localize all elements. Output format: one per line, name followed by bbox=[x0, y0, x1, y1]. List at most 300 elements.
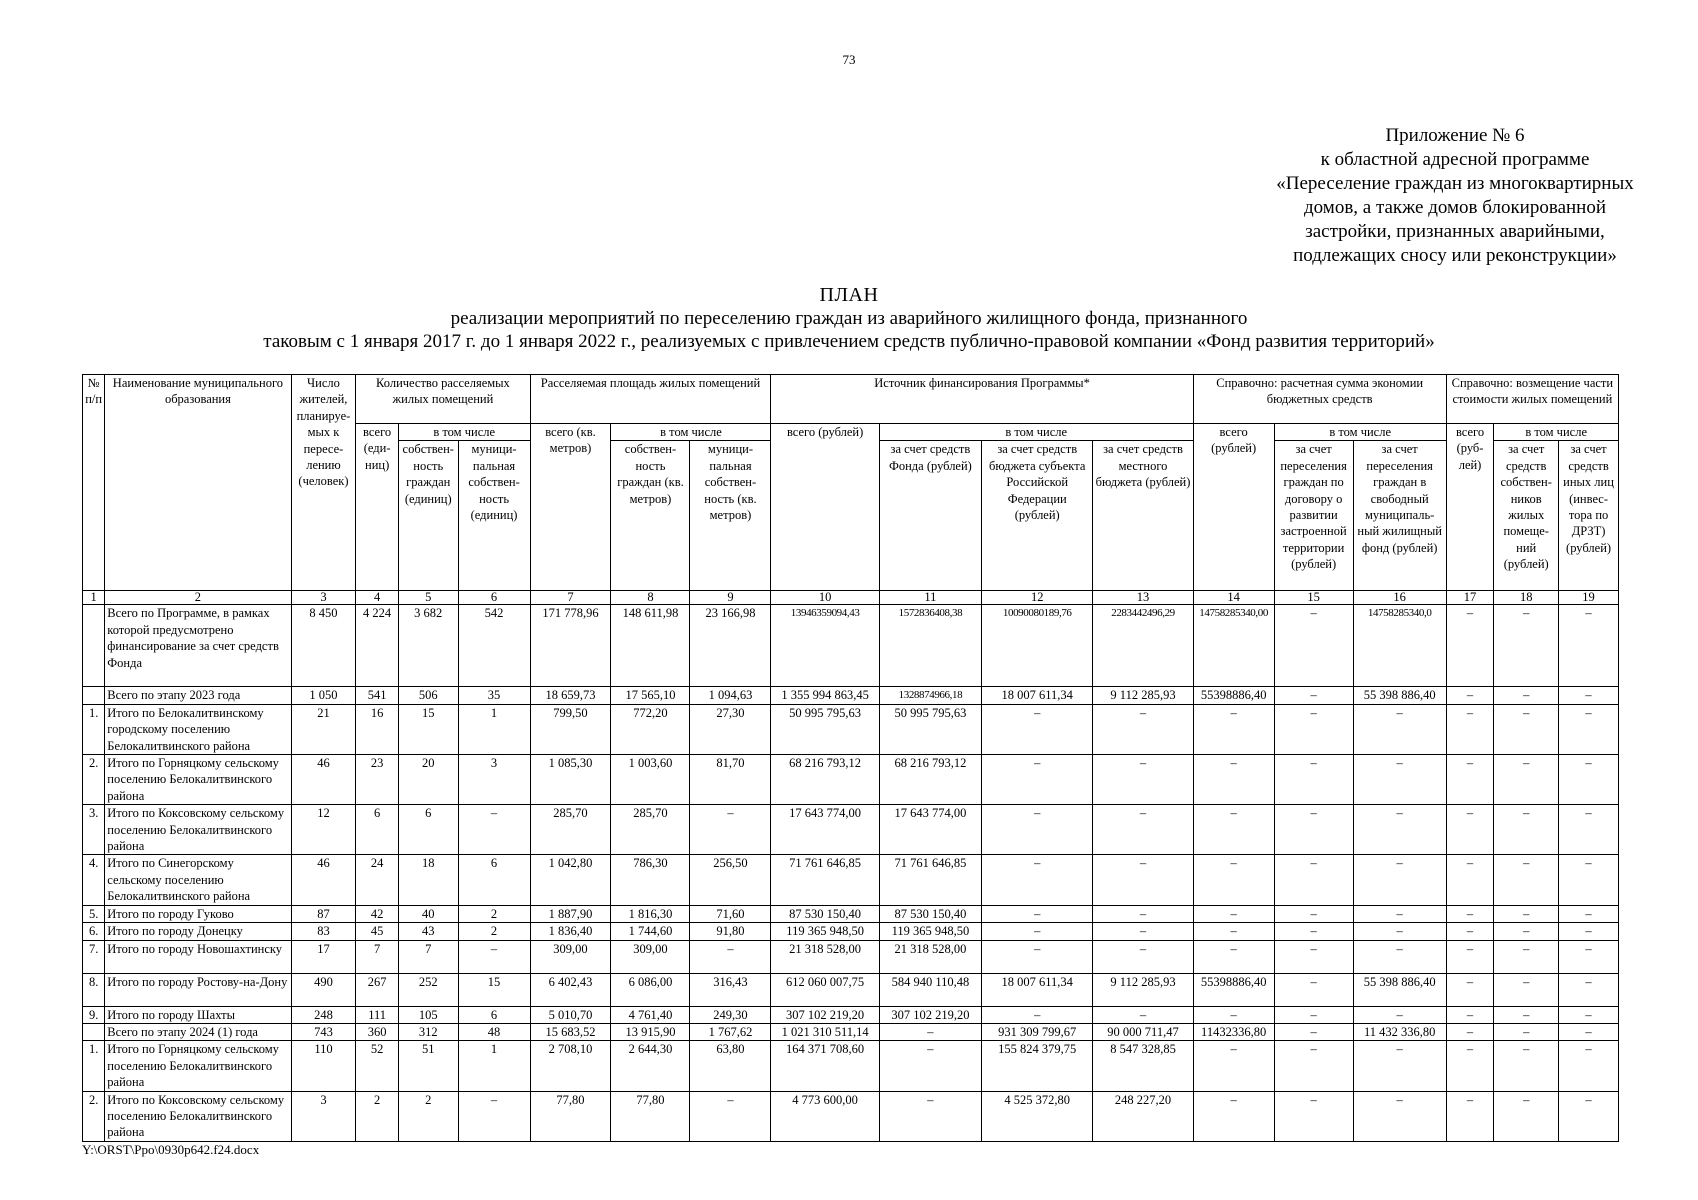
value-cell: – bbox=[458, 1091, 530, 1141]
header-fin-group: Источник финансирования Программы* bbox=[771, 375, 1193, 424]
value-cell: – bbox=[1274, 755, 1353, 805]
value-cell: 18 007 611,34 bbox=[982, 973, 1093, 1006]
value-cell: – bbox=[982, 940, 1093, 973]
value-cell: 71 761 646,85 bbox=[771, 855, 879, 905]
value-cell: 772,20 bbox=[611, 704, 690, 754]
value-cell: – bbox=[1559, 805, 1619, 855]
value-cell: 6 bbox=[458, 1006, 530, 1023]
value-cell: – bbox=[1274, 855, 1353, 905]
value-cell: – bbox=[1274, 805, 1353, 855]
header-area-own: собствен-ность граждан (кв. метров) bbox=[611, 441, 690, 591]
value-cell: – bbox=[1093, 1006, 1193, 1023]
value-cell: – bbox=[1274, 1006, 1353, 1023]
value-cell: 6 bbox=[458, 855, 530, 905]
value-cell: 164 371 708,60 bbox=[771, 1041, 879, 1091]
value-cell: 50 995 795,63 bbox=[879, 704, 981, 754]
column-number-cell: 8 bbox=[611, 591, 690, 605]
value-cell: 1 094,63 bbox=[690, 687, 771, 704]
value-cell: 267 bbox=[356, 973, 399, 1006]
value-cell: – bbox=[1353, 905, 1446, 922]
value-cell: 9 112 285,93 bbox=[1093, 687, 1193, 704]
value-cell: – bbox=[1494, 805, 1559, 855]
header-econ-total: всего (рублей) bbox=[1193, 424, 1274, 591]
value-cell: 360 bbox=[356, 1023, 399, 1040]
value-cell: 68 216 793,12 bbox=[771, 755, 879, 805]
value-cell: 171 778,96 bbox=[530, 605, 611, 687]
value-cell: – bbox=[1559, 704, 1619, 754]
value-cell: 87 530 150,40 bbox=[879, 905, 981, 922]
table-row bbox=[83, 973, 1619, 1006]
value-cell: – bbox=[1093, 923, 1193, 940]
value-cell: 13 915,90 bbox=[611, 1023, 690, 1040]
value-cell: 91,80 bbox=[690, 923, 771, 940]
header-incl: в том числе bbox=[1274, 424, 1446, 441]
value-cell: 46 bbox=[291, 755, 356, 805]
value-cell: – bbox=[1559, 755, 1619, 805]
header-rooms-mun: муници-пальная собствен-ность (единиц) bbox=[458, 441, 530, 591]
value-cell: 4 761,40 bbox=[611, 1006, 690, 1023]
header-num: № п/п bbox=[83, 375, 105, 591]
row-number: 7. bbox=[83, 940, 105, 973]
column-number-cell: 4 bbox=[356, 591, 399, 605]
value-cell: – bbox=[690, 805, 771, 855]
header-econ-contract: за счет переселения граждан по договору о развитии застроенной территории (рублей) bbox=[1274, 441, 1353, 591]
value-cell: 71,60 bbox=[690, 905, 771, 922]
value-cell: – bbox=[1274, 605, 1353, 687]
value-cell: – bbox=[982, 755, 1093, 805]
value-cell: – bbox=[1446, 755, 1494, 805]
value-cell: 6 bbox=[356, 805, 399, 855]
value-cell: – bbox=[1446, 805, 1494, 855]
value-cell: – bbox=[1559, 855, 1619, 905]
table-row bbox=[83, 1023, 1619, 1040]
column-number-cell: 5 bbox=[398, 591, 458, 605]
value-cell: 2 bbox=[458, 923, 530, 940]
value-cell: – bbox=[458, 940, 530, 973]
appendix-line: подлежащих сносу или реконструкции» bbox=[1293, 245, 1617, 266]
value-cell: 506 bbox=[398, 687, 458, 704]
municipality-name: Итого по Синегорскому сельскому поселению Белокалитвинского района bbox=[105, 855, 291, 905]
column-number-cell: 18 bbox=[1494, 591, 1559, 605]
table-row bbox=[83, 855, 1619, 905]
value-cell: 71 761 646,85 bbox=[879, 855, 981, 905]
header-area-total: всего (кв. метров) bbox=[530, 424, 611, 591]
value-cell: – bbox=[1193, 923, 1274, 940]
value-cell: – bbox=[1353, 940, 1446, 973]
value-cell: 1 887,90 bbox=[530, 905, 611, 922]
value-cell: – bbox=[1494, 973, 1559, 1006]
value-cell: 2 708,10 bbox=[530, 1041, 611, 1091]
appendix-line: домов, а также домов блокированной bbox=[1303, 197, 1607, 218]
value-cell: 9 112 285,93 bbox=[1093, 973, 1193, 1006]
value-cell: 77,80 bbox=[530, 1091, 611, 1141]
value-cell: 17 643 774,00 bbox=[771, 805, 879, 855]
table-row bbox=[83, 940, 1619, 973]
municipality-name: Итого по городу Новошахтинску bbox=[105, 940, 291, 973]
row-number: 8. bbox=[83, 973, 105, 1006]
value-cell: 3 bbox=[458, 755, 530, 805]
value-cell: 542 bbox=[458, 605, 530, 687]
value-cell: 42 bbox=[356, 905, 399, 922]
value-cell: 51 bbox=[398, 1041, 458, 1091]
value-cell: – bbox=[982, 923, 1093, 940]
header-name: Наименование муниципального образования bbox=[105, 375, 291, 591]
value-cell: – bbox=[1274, 704, 1353, 754]
appendix-block bbox=[1230, 124, 1680, 268]
value-cell: 8 547 328,85 bbox=[1093, 1041, 1193, 1091]
value-cell: – bbox=[1193, 1006, 1274, 1023]
value-cell: – bbox=[690, 1091, 771, 1141]
column-number-cell: 15 bbox=[1274, 591, 1353, 605]
value-cell: – bbox=[1494, 940, 1559, 973]
table-row bbox=[83, 805, 1619, 855]
value-cell: 248 bbox=[291, 1006, 356, 1023]
value-cell: 21 bbox=[291, 704, 356, 754]
value-cell: 110 bbox=[291, 1041, 356, 1091]
value-cell: 307 102 219,20 bbox=[771, 1006, 879, 1023]
value-cell: – bbox=[1494, 1023, 1559, 1040]
value-cell: 309,00 bbox=[611, 940, 690, 973]
file-path-footer: Y:\ORST\Ppo\0930p642.f24.docx bbox=[82, 1142, 260, 1157]
header-incl: в том числе bbox=[398, 424, 530, 441]
value-cell: 16 bbox=[356, 704, 399, 754]
value-cell: 52 bbox=[356, 1041, 399, 1091]
row-number: 9. bbox=[83, 1006, 105, 1023]
value-cell: 90 000 711,47 bbox=[1093, 1023, 1193, 1040]
table-row bbox=[83, 755, 1619, 805]
row-number: 2. bbox=[83, 1091, 105, 1141]
value-cell: 7 bbox=[356, 940, 399, 973]
value-cell: – bbox=[1093, 755, 1193, 805]
value-cell: 4 224 bbox=[356, 605, 399, 687]
value-cell: – bbox=[1274, 687, 1353, 704]
header-econ-free: за счет переселения граждан в свободный муниципаль-ный жилищный фонд (рублей) bbox=[1353, 441, 1446, 591]
value-cell: – bbox=[1494, 755, 1559, 805]
value-cell: – bbox=[1193, 1091, 1274, 1141]
table-row bbox=[83, 1091, 1619, 1141]
municipality-name: Всего по этапу 2024 (1) года bbox=[105, 1023, 291, 1040]
value-cell: 2283442496,29 bbox=[1093, 605, 1193, 687]
header-rooms-own: собствен-ность граждан (единиц) bbox=[398, 441, 458, 591]
value-cell: 20 bbox=[398, 755, 458, 805]
value-cell: – bbox=[982, 905, 1093, 922]
value-cell: 15 683,52 bbox=[530, 1023, 611, 1040]
value-cell: 3 682 bbox=[398, 605, 458, 687]
value-cell: 6 bbox=[398, 805, 458, 855]
value-cell: 1 836,40 bbox=[530, 923, 611, 940]
header-residents: Число жителей, планируе-мых к пересе-лению (человек) bbox=[291, 375, 356, 591]
row-number: 1. bbox=[83, 1041, 105, 1091]
value-cell: – bbox=[1559, 1006, 1619, 1023]
value-cell: – bbox=[1559, 687, 1619, 704]
value-cell: – bbox=[1274, 973, 1353, 1006]
value-cell: – bbox=[1193, 755, 1274, 805]
value-cell: 490 bbox=[291, 973, 356, 1006]
value-cell: – bbox=[1093, 940, 1193, 973]
value-cell: 55 398 886,40 bbox=[1353, 973, 1446, 1006]
value-cell: 799,50 bbox=[530, 704, 611, 754]
column-number-cell: 19 bbox=[1559, 591, 1619, 605]
value-cell: – bbox=[1193, 855, 1274, 905]
table-row bbox=[83, 905, 1619, 922]
plan-table bbox=[82, 374, 1619, 1142]
value-cell: 11432336,80 bbox=[1193, 1023, 1274, 1040]
column-number-cell: 3 bbox=[291, 591, 356, 605]
value-cell: 6 086,00 bbox=[611, 973, 690, 1006]
value-cell: – bbox=[1446, 1006, 1494, 1023]
value-cell: 155 824 379,75 bbox=[982, 1041, 1093, 1091]
value-cell: – bbox=[1494, 855, 1559, 905]
table-row bbox=[83, 687, 1619, 704]
value-cell: 1 816,30 bbox=[611, 905, 690, 922]
header-fin-fund: за счет средств Фонда (рублей) bbox=[879, 441, 981, 591]
value-cell: 119 365 948,50 bbox=[879, 923, 981, 940]
row-number: 5. bbox=[83, 905, 105, 922]
value-cell: 252 bbox=[398, 973, 458, 1006]
value-cell: 1 042,80 bbox=[530, 855, 611, 905]
header-incl: в том числе bbox=[611, 424, 771, 441]
column-number-cell: 11 bbox=[879, 591, 981, 605]
column-number-cell: 9 bbox=[690, 591, 771, 605]
municipality-name: Итого по городу Гуково bbox=[105, 905, 291, 922]
value-cell: – bbox=[1274, 923, 1353, 940]
municipality-name: Итого по Коксовскому сельскому поселению Белокалитвинского района bbox=[105, 1091, 291, 1141]
value-cell: 45 bbox=[356, 923, 399, 940]
municipality-name: Итого по городу Ростову-на-Дону bbox=[105, 973, 291, 1006]
column-number-cell: 14 bbox=[1193, 591, 1274, 605]
value-cell: – bbox=[1494, 704, 1559, 754]
municipality-name: Всего по Программе, в рамках которой предусмотрено финансирование за счет средств Фонда bbox=[105, 605, 291, 687]
value-cell: 17 643 774,00 bbox=[879, 805, 981, 855]
value-cell: 17 565,10 bbox=[611, 687, 690, 704]
table-row bbox=[83, 923, 1619, 940]
row-number bbox=[83, 1023, 105, 1040]
column-number-cell: 10 bbox=[771, 591, 879, 605]
value-cell: – bbox=[1193, 704, 1274, 754]
value-cell: – bbox=[1446, 1041, 1494, 1091]
header-comp-others: за счет средств иных лиц (инвес-тора по ДРЗТ) (рублей) bbox=[1559, 441, 1619, 591]
value-cell: – bbox=[690, 940, 771, 973]
header-incl: в том числе bbox=[879, 424, 1193, 441]
header-fin-subject: за счет средств бюджета субъекта Российской Федерации (рублей) bbox=[982, 441, 1093, 591]
value-cell: 11 432 336,80 bbox=[1353, 1023, 1446, 1040]
value-cell: 285,70 bbox=[611, 805, 690, 855]
header-fin-local: за счет средств местного бюджета (рублей) bbox=[1093, 441, 1193, 591]
column-number-cell: 6 bbox=[458, 591, 530, 605]
value-cell: 46 bbox=[291, 855, 356, 905]
value-cell: – bbox=[1494, 923, 1559, 940]
value-cell: 3 bbox=[291, 1091, 356, 1141]
value-cell: 12 bbox=[291, 805, 356, 855]
value-cell: 4 525 372,80 bbox=[982, 1091, 1093, 1141]
value-cell: – bbox=[1274, 1041, 1353, 1091]
value-cell: – bbox=[1353, 755, 1446, 805]
value-cell: 15 bbox=[458, 973, 530, 1006]
value-cell: – bbox=[1446, 923, 1494, 940]
value-cell: – bbox=[1193, 1041, 1274, 1091]
value-cell: 81,70 bbox=[690, 755, 771, 805]
column-number-row bbox=[83, 591, 1619, 605]
value-cell: 21 318 528,00 bbox=[879, 940, 981, 973]
value-cell: – bbox=[1559, 1023, 1619, 1040]
value-cell: – bbox=[1193, 940, 1274, 973]
value-cell: 63,80 bbox=[690, 1041, 771, 1091]
plan-title bbox=[0, 284, 1698, 353]
value-cell: 1 021 310 511,14 bbox=[771, 1023, 879, 1040]
header-area-mun: муници-пальная собствен-ность (кв. метров) bbox=[690, 441, 771, 591]
value-cell: 1 767,62 bbox=[690, 1023, 771, 1040]
value-cell: 931 309 799,67 bbox=[982, 1023, 1093, 1040]
row-number: 2. bbox=[83, 755, 105, 805]
value-cell: 40 bbox=[398, 905, 458, 922]
value-cell: 1 355 994 863,45 bbox=[771, 687, 879, 704]
value-cell: – bbox=[879, 1091, 981, 1141]
header-rooms-group: Количество расселяемых жилых помещений bbox=[356, 375, 530, 424]
value-cell: 316,43 bbox=[690, 973, 771, 1006]
value-cell: – bbox=[1193, 805, 1274, 855]
value-cell: 55398886,40 bbox=[1193, 973, 1274, 1006]
value-cell: 249,30 bbox=[690, 1006, 771, 1023]
value-cell: – bbox=[1559, 973, 1619, 1006]
value-cell: – bbox=[1353, 923, 1446, 940]
column-number-cell: 12 bbox=[982, 591, 1093, 605]
value-cell: 55398886,40 bbox=[1193, 687, 1274, 704]
value-cell: – bbox=[1274, 905, 1353, 922]
value-cell: 1572836408,38 bbox=[879, 605, 981, 687]
value-cell: – bbox=[1274, 940, 1353, 973]
appendix-line: к областной адресной программе bbox=[1320, 149, 1590, 170]
value-cell: 309,00 bbox=[530, 940, 611, 973]
value-cell: – bbox=[1559, 605, 1619, 687]
value-cell: – bbox=[1353, 704, 1446, 754]
municipality-name: Итого по Белокалитвинскому городскому поселению Белокалитвинского района bbox=[105, 704, 291, 754]
value-cell: 148 611,98 bbox=[611, 605, 690, 687]
value-cell: 2 644,30 bbox=[611, 1041, 690, 1091]
value-cell: 307 102 219,20 bbox=[879, 1006, 981, 1023]
value-cell: – bbox=[879, 1023, 981, 1040]
value-cell: – bbox=[1353, 1091, 1446, 1141]
table-row bbox=[83, 605, 1619, 687]
value-cell: 786,30 bbox=[611, 855, 690, 905]
value-cell: – bbox=[1353, 1041, 1446, 1091]
value-cell: – bbox=[1494, 905, 1559, 922]
value-cell: – bbox=[1274, 1023, 1353, 1040]
value-cell: 1 bbox=[458, 704, 530, 754]
value-cell: – bbox=[1494, 1091, 1559, 1141]
value-cell: 8 450 bbox=[291, 605, 356, 687]
value-cell: – bbox=[1446, 855, 1494, 905]
column-number-cell: 7 bbox=[530, 591, 611, 605]
value-cell: 18 007 611,34 bbox=[982, 687, 1093, 704]
table-row bbox=[83, 1006, 1619, 1023]
value-cell: 1 744,60 bbox=[611, 923, 690, 940]
row-number bbox=[83, 687, 105, 704]
value-cell: 23 166,98 bbox=[690, 605, 771, 687]
header-comp-owners: за счет средств собствен-ников жилых помеще-ний (рублей) bbox=[1494, 441, 1559, 591]
value-cell: 4 773 600,00 bbox=[771, 1091, 879, 1141]
value-cell: 743 bbox=[291, 1023, 356, 1040]
value-cell: – bbox=[1494, 687, 1559, 704]
value-cell: 18 bbox=[398, 855, 458, 905]
appendix-line: застройки, признанных аварийными, bbox=[1305, 221, 1605, 242]
value-cell: 256,50 bbox=[690, 855, 771, 905]
value-cell: – bbox=[1494, 605, 1559, 687]
value-cell: – bbox=[1559, 940, 1619, 973]
value-cell: 541 bbox=[356, 687, 399, 704]
value-cell: 312 bbox=[398, 1023, 458, 1040]
value-cell: – bbox=[1446, 1023, 1494, 1040]
value-cell: – bbox=[1446, 1091, 1494, 1141]
table-row bbox=[83, 1041, 1619, 1091]
value-cell: 14758285340,00 bbox=[1193, 605, 1274, 687]
plan-title-line: реализации мероприятий по переселению граждан из аварийного жилищного фонда, признанного bbox=[450, 308, 1248, 329]
header-comp-group: Справочно: возмещение части стоимости жилых помещений bbox=[1446, 375, 1618, 424]
value-cell: – bbox=[1559, 1041, 1619, 1091]
header-incl: в том числе bbox=[1494, 424, 1619, 441]
header-comp-total: всего (руб-лей) bbox=[1446, 424, 1494, 591]
column-number-cell: 17 bbox=[1446, 591, 1494, 605]
value-cell: – bbox=[1093, 855, 1193, 905]
value-cell: 10090080189,76 bbox=[982, 605, 1093, 687]
page-number: 73 bbox=[842, 52, 856, 67]
value-cell: – bbox=[879, 1041, 981, 1091]
municipality-name: Итого по Горняцкому сельскому поселению Белокалитвинского района bbox=[105, 1041, 291, 1091]
row-number: 4. bbox=[83, 855, 105, 905]
value-cell: 612 060 007,75 bbox=[771, 973, 879, 1006]
value-cell: 105 bbox=[398, 1006, 458, 1023]
value-cell: – bbox=[982, 805, 1093, 855]
value-cell: – bbox=[1193, 905, 1274, 922]
municipality-name: Итого по Горняцкому сельскому поселению Белокалитвинского района bbox=[105, 755, 291, 805]
value-cell: 35 bbox=[458, 687, 530, 704]
value-cell: – bbox=[1446, 973, 1494, 1006]
value-cell: – bbox=[982, 704, 1093, 754]
header-econ-group: Справочно: расчетная сумма экономии бюджетных средств bbox=[1193, 375, 1446, 424]
value-cell: 77,80 bbox=[611, 1091, 690, 1141]
value-cell: 5 010,70 bbox=[530, 1006, 611, 1023]
value-cell: – bbox=[1446, 905, 1494, 922]
value-cell: 43 bbox=[398, 923, 458, 940]
value-cell: 248 227,20 bbox=[1093, 1091, 1193, 1141]
value-cell: – bbox=[1446, 687, 1494, 704]
value-cell: 87 530 150,40 bbox=[771, 905, 879, 922]
value-cell: – bbox=[1093, 805, 1193, 855]
value-cell: 2 bbox=[398, 1091, 458, 1141]
value-cell: 21 318 528,00 bbox=[771, 940, 879, 973]
column-number-cell: 16 bbox=[1353, 591, 1446, 605]
value-cell: – bbox=[1559, 1091, 1619, 1141]
value-cell: 50 995 795,63 bbox=[771, 704, 879, 754]
column-number-cell: 1 bbox=[83, 591, 105, 605]
value-cell: 2 bbox=[458, 905, 530, 922]
value-cell: 285,70 bbox=[530, 805, 611, 855]
value-cell: 1 050 bbox=[291, 687, 356, 704]
value-cell: 1328874966,18 bbox=[879, 687, 981, 704]
column-number-cell: 13 bbox=[1093, 591, 1193, 605]
value-cell: 14758285340,0 bbox=[1353, 605, 1446, 687]
value-cell: – bbox=[1274, 1091, 1353, 1141]
value-cell: – bbox=[1353, 855, 1446, 905]
value-cell: 111 bbox=[356, 1006, 399, 1023]
municipality-name: Итого по городу Шахты bbox=[105, 1006, 291, 1023]
value-cell: 1 bbox=[458, 1041, 530, 1091]
value-cell: – bbox=[458, 805, 530, 855]
value-cell: 2 bbox=[356, 1091, 399, 1141]
value-cell: 48 bbox=[458, 1023, 530, 1040]
municipality-name: Итого по Коксовскому сельскому поселению Белокалитвинского района bbox=[105, 805, 291, 855]
municipality-name: Итого по городу Донецку bbox=[105, 923, 291, 940]
row-number: 6. bbox=[83, 923, 105, 940]
